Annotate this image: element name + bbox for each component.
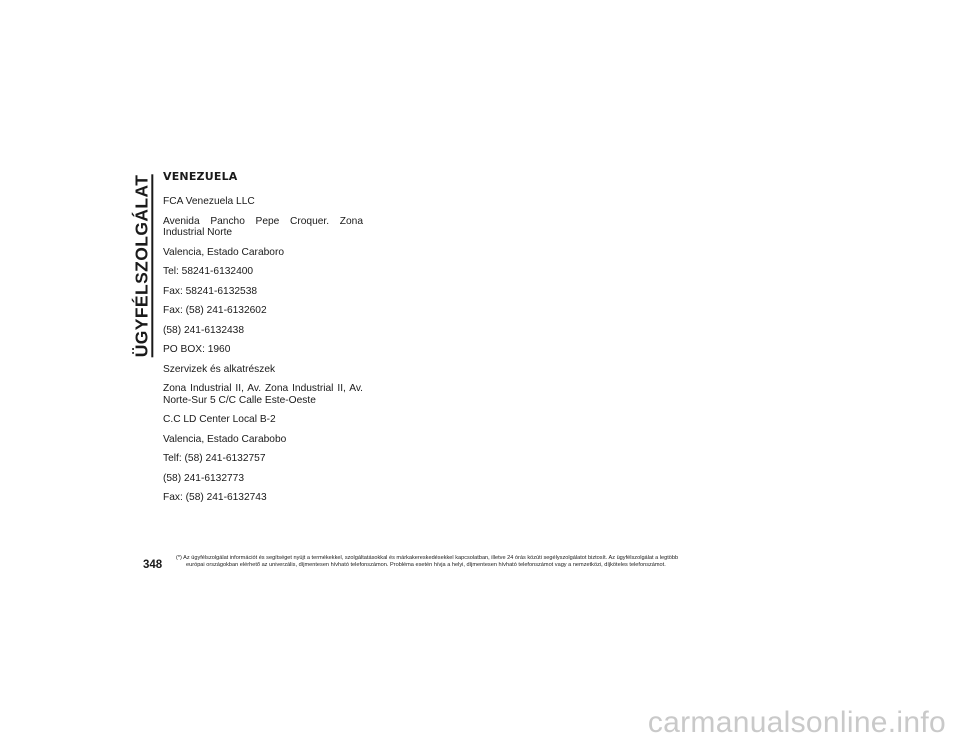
contact-line-service-phone: (58) 241-6132773: [163, 472, 244, 484]
contact-line-tel: Tel: 58241-6132400: [163, 266, 254, 277]
footnote-line-1: (*) Az ügyfélszolgálat információt és segítséget nyújt a termékekkel, szolgáltatásokkal és márkakereskedésekkel kapcsolatban, illetve 24 órás közúti segélyszolgálatot biztosít. Az ügyfélszolgálat a legtöbb: [176, 555, 679, 561]
contact-line-city: Valencia, Estado Caraboro: [163, 246, 285, 258]
contact-line-service-address: Zona Industrial II, Av. Zona Industrial II, Av. Norte-Sur 5 C/C Calle Este-Oeste: [163, 383, 363, 406]
contact-line-service-tel: Telf: (58) 241-6132757: [163, 453, 266, 464]
chapter-side-title: [128, 176, 156, 356]
footnote: [176, 555, 796, 568]
page-number: 348: [143, 559, 163, 571]
contact-section: [163, 170, 363, 512]
contact-line-address: Avenida Pancho Pepe Croquer. Zona Industrial Norte: [163, 215, 363, 238]
contact-line-service-city: Valencia, Estado Carabobo: [163, 433, 287, 445]
country-heading: VENEZUELA: [163, 170, 238, 183]
contact-line-phone: (58) 241-6132438: [163, 324, 244, 336]
contact-line-service-fax: Fax: (58) 241-6132743: [163, 492, 267, 503]
contact-line-fax-2: Fax: (58) 241-6132602: [163, 305, 267, 316]
contact-line-fax: Fax: 58241-6132538: [163, 285, 258, 297]
watermark-text: carmanualsonline.info: [647, 706, 946, 739]
contact-line-po-box: PO BOX: 1960: [163, 344, 231, 355]
contact-line-service-heading: Szervizek és alkatrészek: [163, 363, 276, 375]
chapter-title-text: ÜGYFÉLSZOLGÁLAT: [131, 174, 152, 358]
contact-line-service-center: C.C LD Center Local B-2: [163, 414, 276, 425]
contact-line-company: FCA Venezuela LLC: [163, 196, 255, 207]
footnote-line-2: európai országokban elérhető az univerzális, díjmentesen hívható telefonszámon. Probléma esetén hívja a helyi, díjmentesen hívható telefonszámot vagy a nemzetközi, díjköteles telefonszámot.: [186, 561, 666, 568]
